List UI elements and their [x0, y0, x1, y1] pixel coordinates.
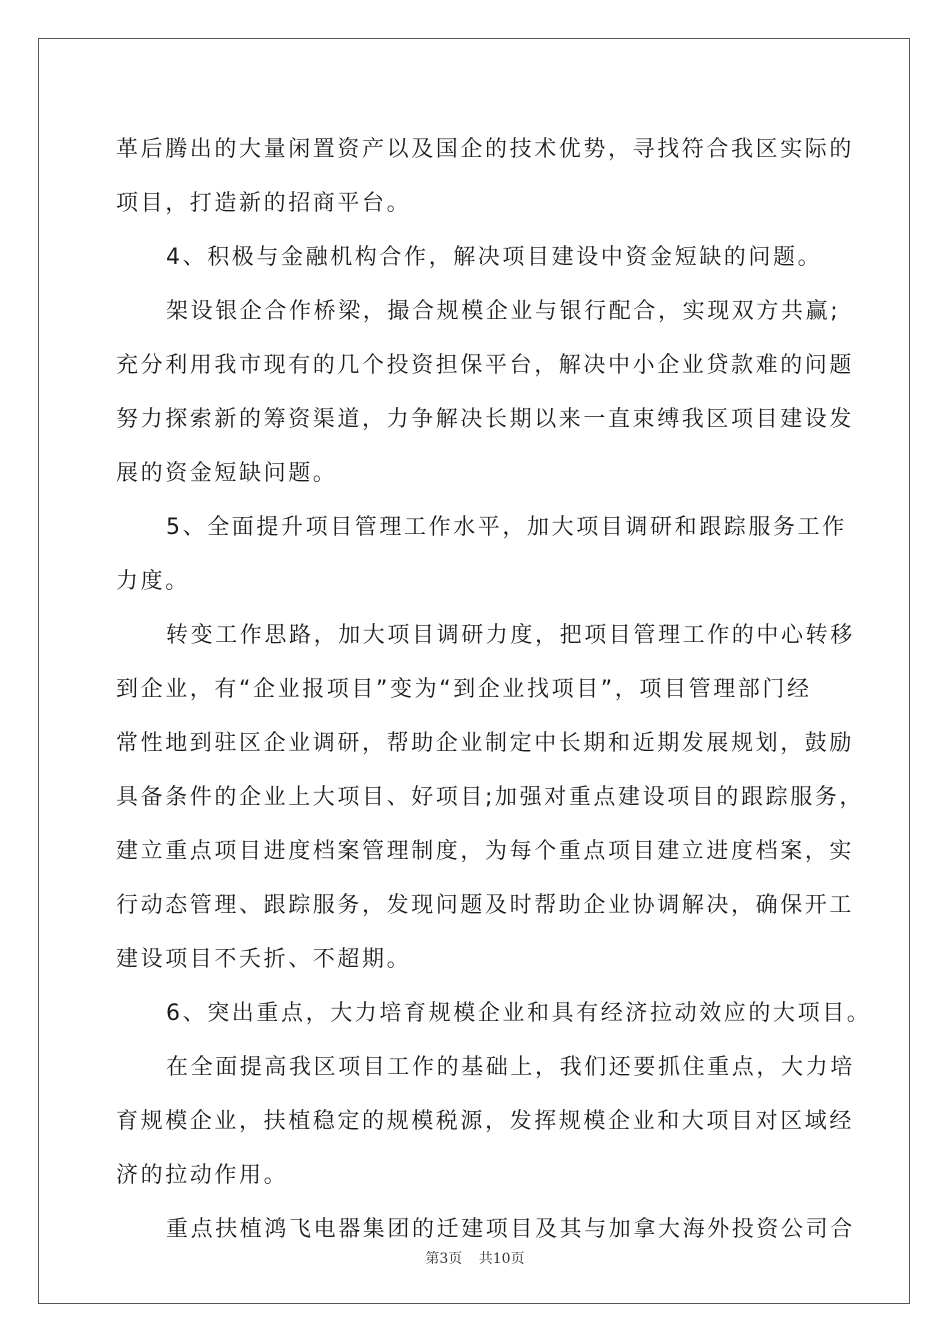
text-line: 建设项目不夭折、不超期。	[116, 947, 412, 972]
page-footer	[0, 1248, 950, 1268]
text-line: 转变工作思路，加大项目调研力度，把项目管理工作的中心转移	[166, 623, 855, 648]
section-heading-6: 6、突出重点，大力培育规模企业和具有经济拉动效应的大项目。	[166, 1001, 872, 1026]
text-line: 展的资金短缺问题。	[116, 461, 338, 486]
page-number: 第3页	[425, 1251, 463, 1267]
section-heading-5: 5、全面提升项目管理工作水平，加大项目调研和跟踪服务工作	[166, 515, 847, 540]
document-body	[116, 126, 872, 1260]
text-line: 架设银企合作桥梁，撮合规模企业与银行配合，实现双方共赢;	[166, 299, 841, 324]
text-line: 努力探索新的筹资渠道，力争解决长期以来一直束缚我区项目建设发	[116, 407, 855, 432]
text-line: 到企业，有“企业报项目”变为“到企业找项目”，项目管理部门经	[116, 677, 812, 702]
text-line: 革后腾出的大量闲置资产以及国企的技术优势，寻找符合我区实际的	[116, 137, 855, 162]
text-line: 在全面提高我区项目工作的基础上，我们还要抓住重点，大力培	[166, 1055, 855, 1080]
text-line: 济的拉动作用。	[116, 1163, 289, 1188]
text-line: 力度。	[116, 569, 190, 594]
text-line: 重点扶植鸿飞电器集团的迁建项目及其与加拿大海外投资公司合	[166, 1217, 855, 1242]
text-line: 充分利用我市现有的几个投资担保平台，解决中小企业贷款难的问题	[116, 353, 855, 378]
text-line: 常性地到驻区企业调研，帮助企业制定中长期和近期发展规划，鼓励	[116, 731, 855, 756]
text-line: 项目，打造新的招商平台。	[116, 191, 412, 216]
section-heading-4: 4、积极与金融机构合作，解决项目建设中资金短缺的问题。	[166, 245, 823, 270]
text-line: 育规模企业，扶植稳定的规模税源，发挥规模企业和大项目对区域经	[116, 1109, 855, 1134]
text-line: 行动态管理、跟踪服务，发现问题及时帮助企业协调解决，确保开工	[116, 893, 855, 918]
text-line: 建立重点项目进度档案管理制度，为每个重点项目建立进度档案，实	[116, 839, 855, 864]
text-line: 具备条件的企业上大项目、好项目;加强对重点建设项目的跟踪服务，	[116, 785, 865, 810]
page-total: 共10页	[478, 1251, 525, 1267]
